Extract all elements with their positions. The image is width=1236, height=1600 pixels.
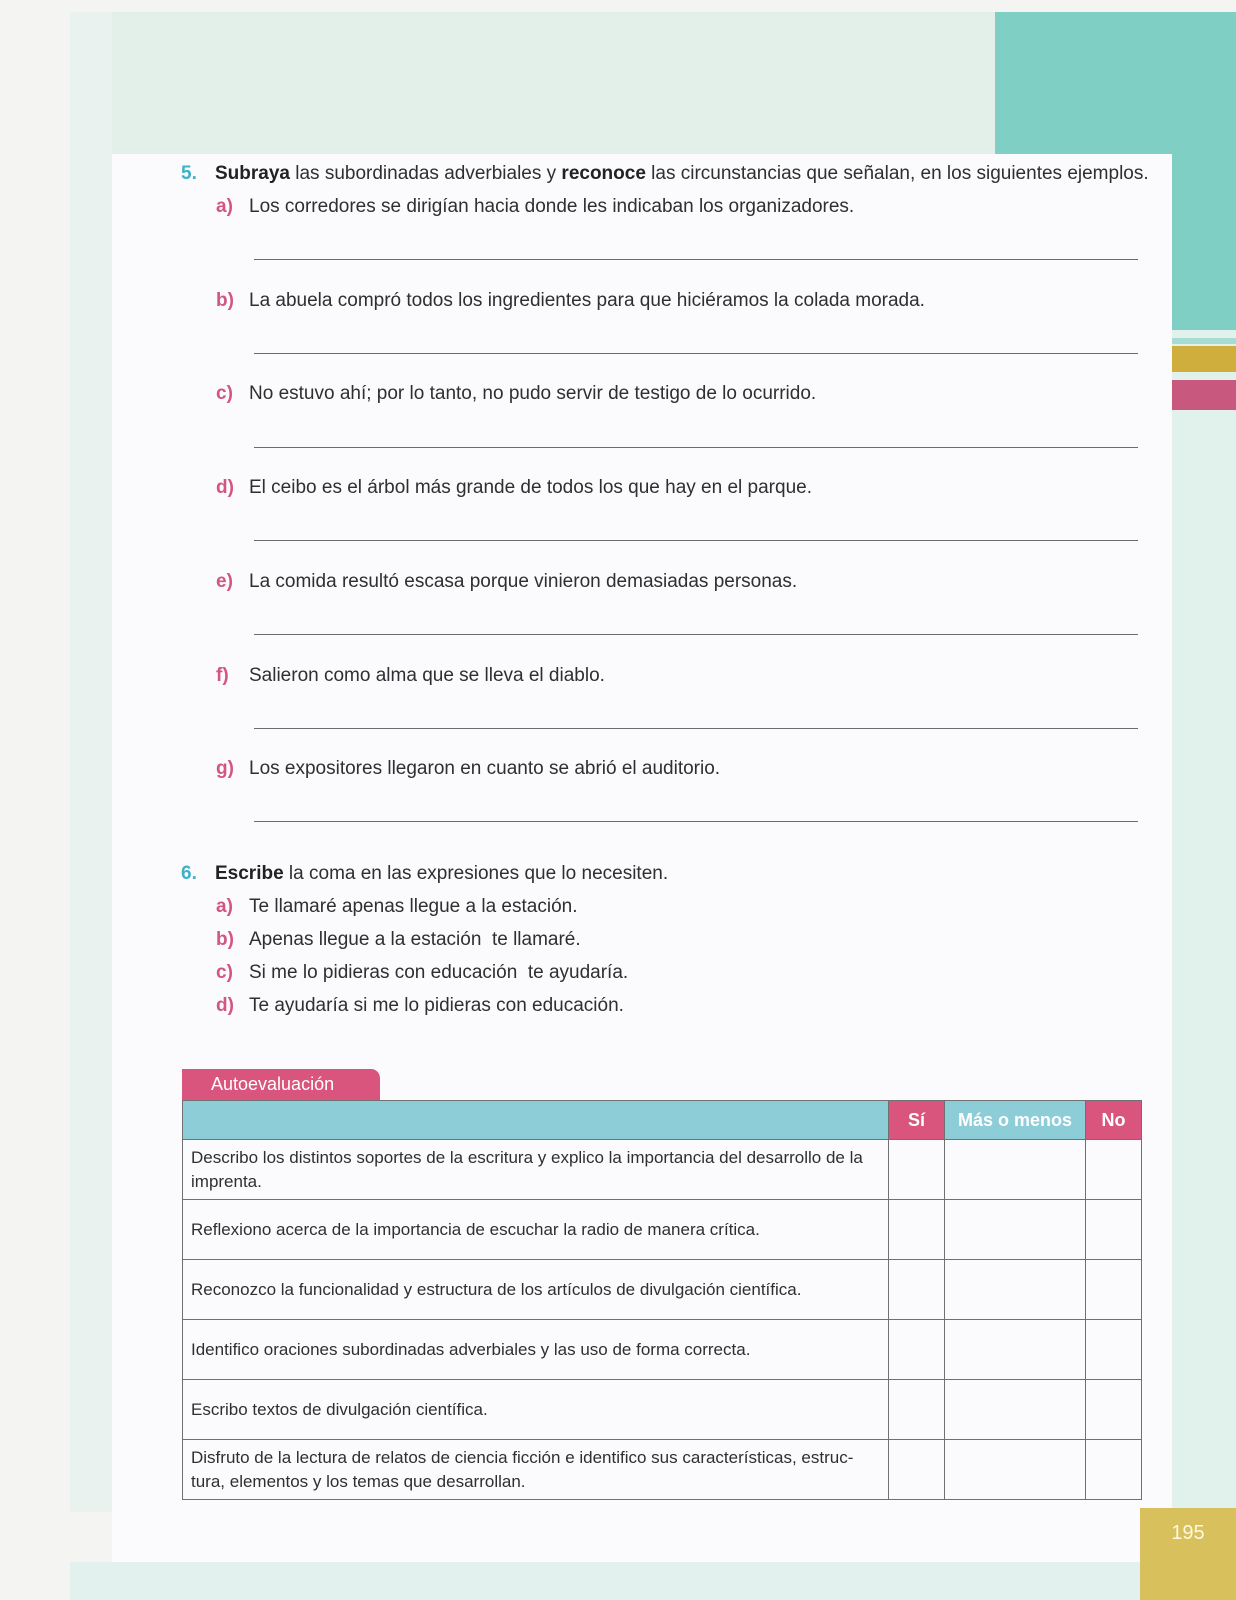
edge-tab-teal	[1172, 338, 1236, 344]
left-margin-band	[70, 12, 112, 1512]
answer-line[interactable]	[254, 728, 1138, 729]
instruction-verb: Escribe	[215, 863, 284, 884]
item-letter: a)	[216, 896, 233, 917]
item-sentence[interactable]: Te ayudaría si me lo pidieras con educación.	[249, 995, 624, 1016]
item-letter: c)	[216, 962, 233, 983]
answer-line[interactable]	[254, 447, 1138, 448]
table-row	[183, 1440, 1142, 1500]
criterion-text: Identifico oraciones subordinadas adverbiales y las uso de forma correcta.	[183, 1320, 889, 1380]
check-cell-si[interactable]	[889, 1260, 945, 1320]
edge-tab-pink	[1172, 380, 1236, 410]
item-sentence: La comida resultó escasa porque vinieron demasiadas personas.	[249, 571, 798, 592]
criterion-text: Describo los distintos soportes de la escritura y explico la importancia del desarrollo de la imprenta.	[183, 1140, 889, 1200]
check-cell-no[interactable]	[1086, 1260, 1142, 1320]
column-header-no: No	[1086, 1101, 1142, 1140]
item-sentence[interactable]: Te llamaré apenas llegue a la estación.	[249, 896, 578, 917]
check-cell-si[interactable]	[889, 1440, 945, 1500]
answer-line[interactable]	[254, 634, 1138, 635]
check-cell-mas-o-menos[interactable]	[945, 1200, 1086, 1260]
instruction-text: las subordinadas adverbiales y	[289, 163, 562, 184]
check-cell-mas-o-menos[interactable]	[945, 1260, 1086, 1320]
table-header-row	[183, 1101, 1142, 1140]
table-row	[183, 1380, 1142, 1440]
criterion-text: Reconozco la funcionalidad y estructura de los artículos de divulgación científica.	[183, 1260, 889, 1320]
answer-line[interactable]	[254, 353, 1138, 354]
bottom-band	[70, 1562, 1236, 1600]
check-cell-mas-o-menos[interactable]	[945, 1320, 1086, 1380]
check-cell-no[interactable]	[1086, 1320, 1142, 1380]
instruction-verb: Subraya	[215, 163, 290, 184]
check-cell-no[interactable]	[1086, 1200, 1142, 1260]
item-letter: e)	[216, 571, 233, 592]
item-sentence: La abuela compró todos los ingredientes para que hiciéramos la colada morada.	[249, 290, 925, 311]
item-sentence: Los expositores llegaron en cuanto se abrió el auditorio.	[249, 758, 721, 779]
item-sentence: El ceibo es el árbol más grande de todos los que hay en el parque.	[249, 477, 812, 498]
check-cell-si[interactable]	[889, 1320, 945, 1380]
table-row	[183, 1260, 1142, 1320]
answer-line[interactable]	[254, 540, 1138, 541]
question-number: 5.	[181, 163, 197, 184]
check-cell-no[interactable]	[1086, 1140, 1142, 1200]
question-statement	[215, 163, 1149, 185]
item-sentence: Los corredores se dirigían hacia donde les indicaban los organizadores.	[249, 196, 855, 217]
check-cell-si[interactable]	[889, 1200, 945, 1260]
table-row	[183, 1200, 1142, 1260]
question-statement	[215, 863, 668, 885]
check-cell-no[interactable]	[1086, 1440, 1142, 1500]
criterion-text: Reflexiono acerca de la importancia de escuchar la radio de manera crítica.	[183, 1200, 889, 1260]
answer-line[interactable]	[254, 259, 1138, 260]
item-letter: d)	[216, 477, 234, 498]
item-sentence[interactable]: Si me lo pidieras con educación te ayudaría.	[249, 962, 629, 983]
item-letter: g)	[216, 758, 234, 779]
item-letter: b)	[216, 929, 234, 950]
item-letter: d)	[216, 995, 234, 1016]
item-letter: c)	[216, 383, 233, 404]
check-cell-no[interactable]	[1086, 1380, 1142, 1440]
answer-line[interactable]	[254, 821, 1138, 822]
item-letter: f)	[216, 665, 229, 686]
self-assessment-table	[182, 1100, 1142, 1500]
self-assessment-tab: Autoevaluación	[182, 1069, 380, 1100]
item-sentence[interactable]: Apenas llegue a la estación te llamaré.	[249, 929, 581, 950]
check-cell-mas-o-menos[interactable]	[945, 1380, 1086, 1440]
table-row	[183, 1140, 1142, 1200]
instruction-text: la coma en las expresiones que lo necesiten.	[283, 863, 669, 884]
item-sentence: No estuvo ahí; por lo tanto, no pudo servir de testigo de lo ocurrido.	[249, 383, 817, 404]
question-number: 6.	[181, 863, 197, 884]
check-cell-si[interactable]	[889, 1140, 945, 1200]
instruction-verb: reconoce	[561, 163, 646, 184]
column-header-si: Sí	[889, 1101, 945, 1140]
edge-tab-gold	[1172, 346, 1236, 372]
check-cell-mas-o-menos[interactable]	[945, 1440, 1086, 1500]
item-letter: a)	[216, 196, 233, 217]
instruction-text: las circunstancias que señalan, en los siguientes ejemplos.	[645, 163, 1149, 184]
table-row	[183, 1320, 1142, 1380]
page-number: 195	[1140, 1508, 1236, 1600]
item-letter: b)	[216, 290, 234, 311]
item-sentence: Salieron como alma que se lleva el diablo.	[249, 665, 605, 686]
column-header-mas-o-menos: Más o menos	[945, 1101, 1086, 1140]
check-cell-mas-o-menos[interactable]	[945, 1140, 1086, 1200]
criterion-text: Disfruto de la lectura de relatos de ciencia ficción e identifico sus características, estruc-tura, elementos y los temas que desarrollan.	[183, 1440, 889, 1500]
criteria-header	[183, 1101, 889, 1140]
check-cell-si[interactable]	[889, 1380, 945, 1440]
criterion-text: Escribo textos de divulgación científica.	[183, 1380, 889, 1440]
